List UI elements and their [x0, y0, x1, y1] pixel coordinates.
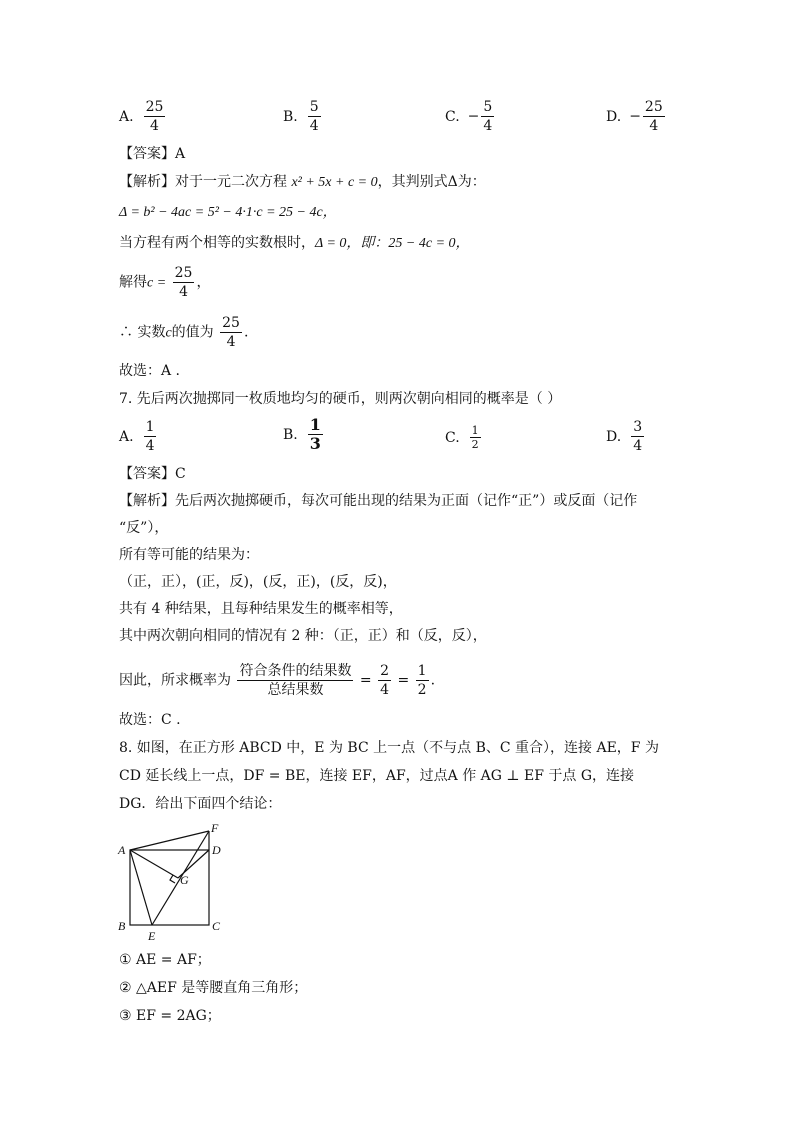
q6-option-d: D. − $\frac{25}{4}$ [606, 99, 663, 134]
q6-analysis-intro: 【解析】对于一元二次方程 x² + 5x + c = 0，其判别式Δ为： [119, 174, 486, 190]
q7-choice: 故选：C . [119, 712, 181, 728]
q7-analysis-line1: 【解析】先后两次抛掷硬币，每次可能出现的结果为正面（记作“正”）或反面（记作 [119, 493, 638, 509]
q7-option-b: B. $\frac{1}{3}$ [283, 415, 321, 453]
q7-option-c: C. $\frac{1}{2}$ [445, 424, 479, 451]
q7-answer: 【答案】C [119, 466, 186, 482]
q6-option-c: C. − $\frac{5}{4}$ [445, 99, 493, 134]
q7-option-a: A. $\frac{1}{4}$ [119, 419, 155, 454]
square-figure [110, 818, 240, 948]
q6-choice: 故选：A . [119, 363, 181, 379]
q6-answer: 【答案】A [119, 146, 186, 162]
q7-count-line: 共有 4 种结果，且每种结果发生的概率相等， [119, 601, 403, 617]
q8-conclusion-2: ② △AEF 是等腰直角三角形； [119, 980, 308, 996]
q7-probability-line: 因此，所求概率为 $\frac{\text{符合条件的结果数}}{\text{总结果数}}$ = $\frac{2}{4}$ = $\frac{1}{2}$ . [119, 663, 436, 698]
label-g: G [180, 873, 189, 887]
label-d: D [212, 843, 221, 857]
q7-stem: 7. 先后两次抛掷同一枚质地均匀的硬币，则两次朝向相同的概率是（ ） [119, 391, 562, 407]
q7-all-results: 所有等可能的结果为： [119, 547, 259, 563]
q6-delta-line: Δ = b² − 4ac = 5² − 4·1·c = 25 − 4c， [119, 205, 337, 220]
q8-stem-line1: 8. 如图，在正方形 ABCD 中，E 为 BC 上一点（不与点 B、C 重合），连接 AE，F 为 [119, 740, 659, 756]
q8-stem-line3: DG．给出下面四个结论： [119, 796, 282, 812]
label-c: C [212, 919, 221, 933]
label-e: E [148, 929, 156, 943]
q7-analysis-line2: “反”）， [119, 520, 169, 536]
q6-therefore-line: ∴ 实数c的值为 $\frac{25}{4}$ . [119, 315, 249, 350]
q7-results-list: （正，正），(正，反)，(反，正)，(反，反)， [119, 574, 397, 590]
segment-af [130, 831, 209, 850]
q6-option-b: B. $\frac{5}{4}$ [283, 99, 319, 134]
q8-conclusion-1: ① AE = AF； [119, 952, 211, 968]
label-b: B [118, 919, 126, 933]
label-f: F [211, 821, 219, 835]
q8-stem-line2: CD 延长线上一点，DF = BE，连接 EF，AF，过点A 作 AG ⊥ EF 于点 G，连接 [119, 768, 635, 784]
q7-same-line: 其中两次朝向相同的情况有 2 种：（正，正）和（反，反）， [119, 628, 487, 644]
q6-condition-line: 当方程有两个相等的实数根时，Δ = 0，即：25 − 4c = 0， [119, 235, 470, 251]
q7-option-d: D. $\frac{3}{4}$ [606, 419, 643, 454]
q8-conclusion-3: ③ EF = 2AG； [119, 1008, 221, 1024]
q6-solve-line: 解得c = $\frac{25}{4}$ ， [119, 265, 211, 300]
q6-option-a: A. $\frac{25}{4}$ [119, 99, 164, 134]
label-a: A [118, 843, 126, 857]
